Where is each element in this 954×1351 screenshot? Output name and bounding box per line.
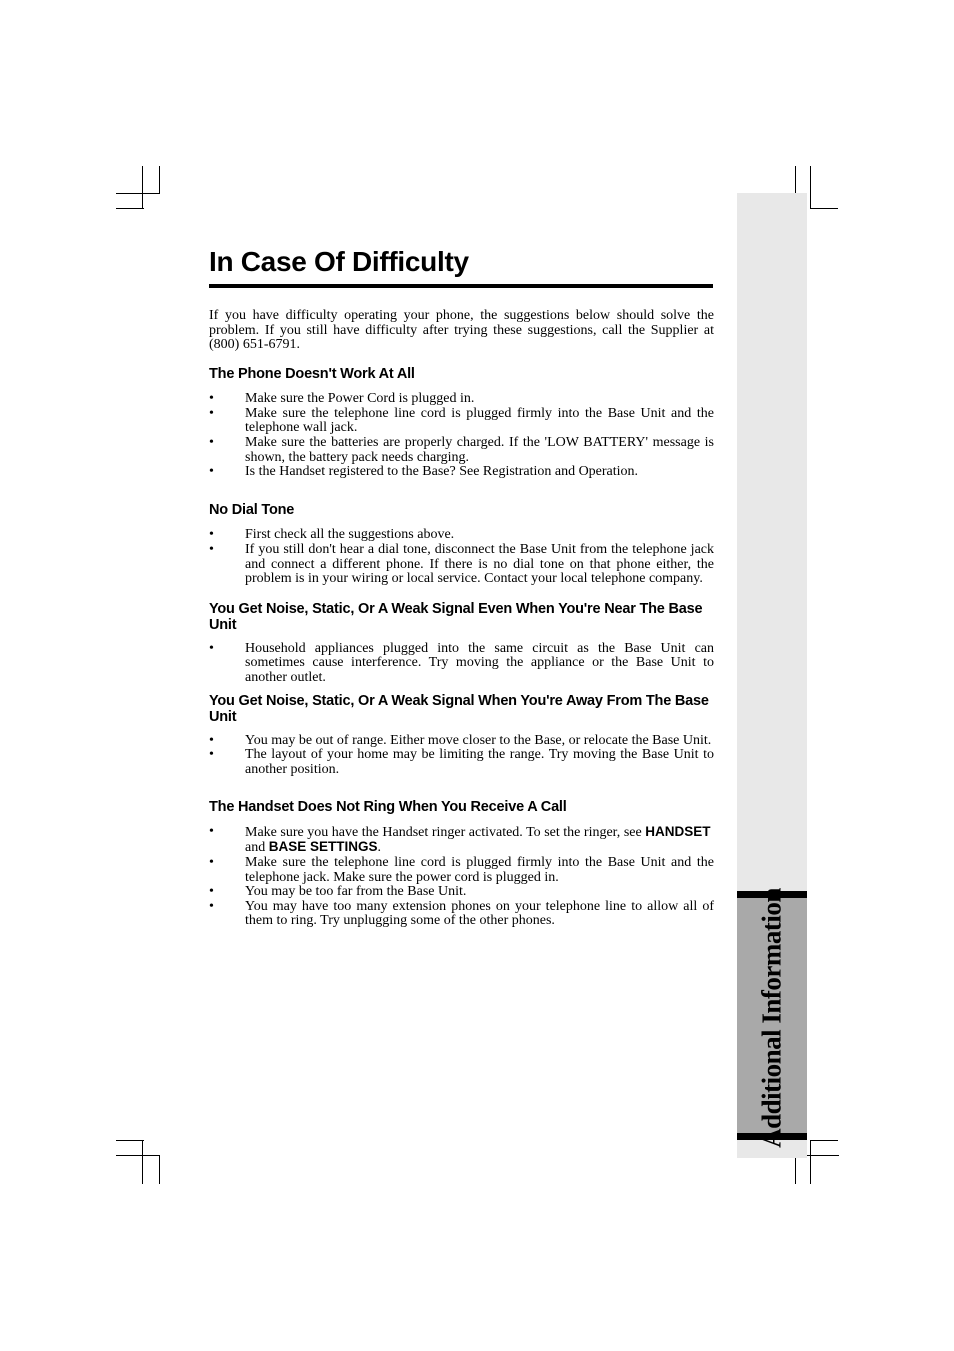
bullet-icon: •: [209, 823, 214, 839]
page-title: In Case Of Difficulty: [209, 246, 469, 277]
bullet-list: [209, 734, 714, 778]
bullet-icon: •: [209, 435, 214, 451]
list-item: • Make sure the Power Cord is plugged in.: [209, 391, 475, 407]
list-item: • The layout of your home may be limiting the range. Try moving the Base Unit to another position.: [209, 747, 714, 777]
list-item: • Is the Handset registered to the Base? See Registration and Operation.: [209, 464, 639, 480]
page-content: [209, 244, 714, 929]
section-heading: No Dial Tone: [209, 501, 295, 518]
crop-mark: [142, 166, 143, 209]
side-tab-label: Additional Information: [756, 888, 787, 1148]
bullet-icon: •: [209, 640, 214, 656]
crop-mark: [810, 1140, 811, 1184]
list-item: • Make sure the telephone line cord is plugged firmly into the Base Unit and the telephone wall jack.: [209, 405, 714, 436]
keyword-handset: HANDSET: [645, 823, 711, 839]
list-item: • First check all the suggestions above.: [209, 527, 455, 543]
section-heading: You Get Noise, Static, Or A Weak Signal When You're Away From The Base Unit: [209, 692, 709, 725]
crop-mark: [795, 1155, 796, 1184]
bullet-icon: •: [209, 405, 214, 421]
bullet-list: [209, 528, 714, 586]
bullet-icon: •: [209, 732, 214, 748]
bullet-icon: •: [209, 884, 214, 900]
bullet-list: [209, 392, 714, 480]
list-item: • Make sure you have the Handset ringer activated. To set the ringer, see HANDSET and BASE SETTINGS.: [209, 823, 711, 856]
bullet-list: [209, 825, 714, 929]
list-item: • If you still don't hear a dial tone, disconnect the Base Unit from the telephone jack and connect a different phone. If there is no dial tone on that phone either, the problem is in your wiring or local service. Contact your local telephone company.: [209, 541, 714, 587]
list-item: • Make sure the batteries are properly charged. If the 'LOW BATTERY' message is shown, the battery pack needs charging.: [209, 435, 714, 465]
bullet-list: [209, 642, 714, 686]
bullet-icon: •: [209, 527, 214, 543]
crop-mark: [116, 208, 144, 209]
bullet-icon: •: [209, 898, 214, 914]
bullet-icon: •: [209, 747, 214, 763]
crop-mark: [795, 166, 796, 194]
crop-mark: [116, 1140, 144, 1141]
list-item: • You may have too many extension phones on your telephone line to allow all of them to ring. Try unplugging some of the other phones.: [209, 898, 714, 929]
crop-mark: [142, 1140, 143, 1184]
crop-mark: [810, 166, 811, 209]
title-rule: [209, 284, 713, 288]
crop-mark: [116, 1155, 160, 1156]
bullet-icon: •: [209, 541, 214, 557]
crop-mark: [810, 1140, 838, 1141]
crop-mark: [159, 166, 160, 194]
bullet-icon: •: [209, 391, 214, 407]
list-item: • Make sure the telephone line cord is plugged firmly into the Base Unit and the telephone jack. Make sure the power cord is plugged in.: [209, 854, 714, 885]
section-heading: The Handset Does Not Ring When You Receive A Call: [209, 799, 567, 816]
section-heading: The Phone Doesn't Work At All: [209, 365, 415, 382]
list-item: • Household appliances plugged into the same circuit as the Base Unit can sometimes cause interference. Try moving the appliance or the Base Unit to another outlet.: [209, 640, 714, 685]
crop-mark: [116, 193, 160, 194]
section-heading: You Get Noise, Static, Or A Weak Signal Even When You're Near The Base Unit: [209, 600, 703, 634]
list-item: • You may be too far from the Base Unit.: [209, 884, 467, 900]
bullet-icon: •: [209, 854, 214, 870]
list-item: • You may be out of range. Either move closer to the Base, or relocate the Base Unit.: [209, 732, 712, 748]
bullet-icon: •: [209, 464, 214, 480]
intro-paragraph: If you have difficulty operating your phone, the suggestions below should solve the problem. If you still have difficulty after trying these suggestions, call the Supplier at (800) 651-6791.: [209, 308, 714, 353]
keyword-base-settings: BASE SETTINGS: [268, 839, 378, 855]
crop-mark: [159, 1155, 160, 1184]
crop-mark: [810, 208, 838, 209]
